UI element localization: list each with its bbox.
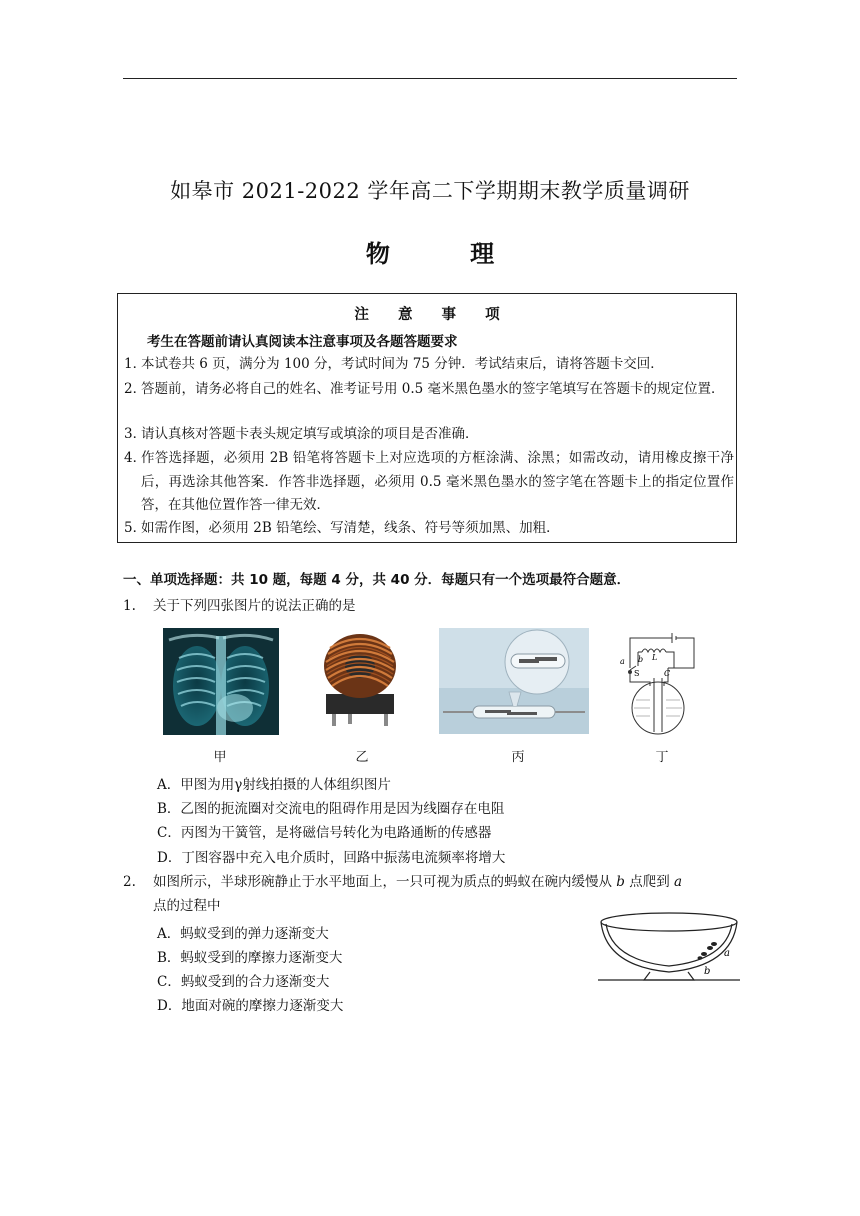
option-b: B．蚂蚁受到的摩擦力逐渐变大 xyxy=(157,950,343,966)
option-d: D．丁图容器中充入电介质时，回路中振荡电流频率将增大 xyxy=(157,850,506,866)
section-heading: 一、单项选择题：共 10 题，每题 4 分，共 40 分．每题只有一个选项最符合题意． xyxy=(123,572,631,588)
notice-item-number: 3． xyxy=(124,426,147,442)
fig-label-a: a xyxy=(724,948,730,959)
notice-item-number: 1． xyxy=(124,356,147,372)
subject-title: 物 理 xyxy=(365,239,531,268)
notice-item xyxy=(124,447,734,518)
figure-caption: 乙 xyxy=(355,750,369,765)
notice-subheading: 考生在答题前请认真阅读本注意事项及各题答题要求 xyxy=(147,334,458,350)
choke-coil-image xyxy=(318,630,402,728)
reed-switch-image xyxy=(439,628,589,734)
notice-item-text: 作答选择题，必须用 2B 铅笔将答题卡上对应选项的方框涂满、涂黑；如需改动，请用橡皮擦干净后，再选涂其他答案．作答非选择题，必须用 0.5 毫米黑色墨水的签字笔在答题卡上的指定位置作答，在其他位置作答一律无效． xyxy=(141,450,734,513)
notice-heading: 注 意 事 项 xyxy=(354,307,512,323)
question-number: 1. xyxy=(123,598,136,614)
option-d: D．地面对碗的摩擦力逐渐变大 xyxy=(157,998,344,1014)
notice-item-number: 2． xyxy=(124,381,147,397)
question-stem-line2: 点的过程中 xyxy=(153,898,221,914)
question-number: 2. xyxy=(123,874,136,890)
option-b: B．乙图的扼流圈对交流电的阻碍作用是因为线圈存在电阻 xyxy=(157,801,505,817)
notice-box xyxy=(117,293,737,543)
option-c: C．丙图为干簧管，是将磁信号转化为电路通断的传感器 xyxy=(157,825,492,841)
notice-item-number: 5． xyxy=(124,520,147,536)
notice-item xyxy=(124,378,734,402)
figure-caption: 丙 xyxy=(511,750,525,765)
figure-caption: 甲 xyxy=(213,750,227,765)
notice-item-text: 如需作图，必须用 2B 铅笔绘、写清楚，线条、符号等须加黑、加粗． xyxy=(141,520,560,536)
option-a: A．蚂蚁受到的弹力逐渐变大 xyxy=(157,926,329,942)
notice-item xyxy=(124,517,734,541)
option-c: C．蚂蚁受到的合力逐渐变大 xyxy=(157,974,330,990)
stem-text: 如图所示，半球形碗静止于水平地面上，一只可视为质点的蚂蚁在碗内缓慢从 xyxy=(153,874,617,890)
notice-item-text: 请认真核对答题卡表头规定填写或填涂的项目是否准确． xyxy=(141,426,479,442)
lc-circuit-diagram xyxy=(618,628,702,738)
fig-label-c: C xyxy=(664,669,671,678)
variable-a: a xyxy=(674,874,683,890)
notice-item xyxy=(124,353,734,377)
variable-b: b xyxy=(616,874,625,890)
notice-item xyxy=(124,423,734,447)
option-a: A．甲图为用γ射线拍摄的人体组织图片 xyxy=(157,777,391,793)
figure-caption: 丁 xyxy=(655,750,669,765)
fig-label-s: S xyxy=(634,669,640,678)
fig-label-a: a xyxy=(620,657,625,666)
question-stem xyxy=(153,870,682,894)
xray-image xyxy=(163,628,279,735)
bowl-diagram xyxy=(598,910,740,988)
fig-label-l: L xyxy=(652,653,658,662)
header-rule xyxy=(123,78,737,79)
notice-item-number: 4． xyxy=(124,450,147,466)
notice-item-text: 本试卷共 6 页，满分为 100 分，考试时间为 75 分钟．考试结束后，请将答题卡交回． xyxy=(141,356,664,372)
question-stem: 关于下列四张图片的说法正确的是 xyxy=(153,598,356,614)
notice-item-text: 答题前，请务必将自己的姓名、准考证号用 0.5 毫米黑色墨水的签字笔填写在答题卡的规定位置． xyxy=(141,381,725,397)
exam-title: 如皋市 2021-2022 学年高二下学期期末教学质量调研 xyxy=(170,179,690,203)
fig-label-b: b xyxy=(638,655,644,664)
stem-text: 点爬到 xyxy=(624,874,675,890)
fig-label-b: b xyxy=(704,966,711,977)
